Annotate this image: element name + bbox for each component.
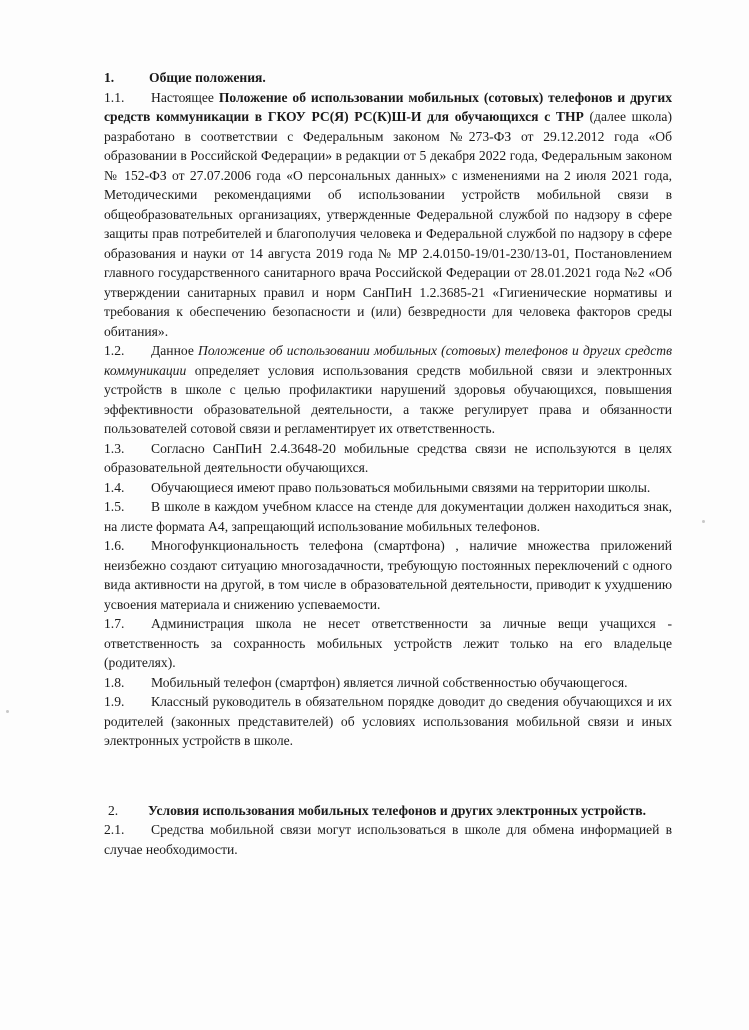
clause-number: 1.6. xyxy=(104,538,125,553)
clause-number: 1.9. xyxy=(104,694,125,709)
clause-text: Средства мобильной связи могут использоваться в школе для обмена информацией в случае необходимости. xyxy=(104,822,672,857)
clause-number: 2.1. xyxy=(104,822,125,837)
clause-1-1 xyxy=(104,88,672,342)
document-body xyxy=(104,68,672,859)
section-number: 1. xyxy=(104,70,115,85)
section-title: Условия использования мобильных телефонов и других электронных устройств. xyxy=(148,802,646,818)
clause-number: 1.3. xyxy=(104,440,125,456)
clause-italic-title: Положение об использовании мобильных (сотовых) телефонов и других средств коммуникации xyxy=(104,343,672,378)
clause-bold-title: Положение об использовании мобильных (сотовых) телефонов и других средств коммуникации в ГКОУ РС(Я) РС(К)Ш-И для обучающихся с ТНР xyxy=(104,89,672,124)
clause-number: 1.1. xyxy=(104,89,125,105)
clause-text: (далее школа) разработано в соответствии с Федеральным законом №273-ФЗ от 29.12.2012 года «Об образовании в Российской Федерации» в редакции от 5 декабря 2022 года, Федеральным законом № 152-ФЗ от 27.07.2006 года «О персональных данных» с изменениями на 2 июля 2021 года, Методическими рекомендациями об использовании устройств мобильной связи в общеобразовательных организациях, утвержденные Федеральной службой по надзору в сфере защиты прав потребителей и благополучия человека и Федеральной службой по надзору в сфере образования и науки от 14 августа 2019 года № МР 2.4.0150-19/01-230/13-01, Постановлением главного государственного санитарного врача Российской Федерации от 28.01.2021 года №2 «Об утверждении санитарных правил и норм СанПиН 1.2.3685-21 «Гигиенические нормативы и требования к обеспечению безопасности и (или) безвредности для человека факторов среды обитания». xyxy=(104,109,672,339)
section-2-heading xyxy=(104,801,672,821)
clause-1-2 xyxy=(104,341,672,439)
clause-1-7 xyxy=(104,614,672,673)
clause-1-8 xyxy=(104,673,672,693)
clause-text: Согласно СанПиН 2.4.3648-20 мобильные средства связи не используются в целях образовательной деятельности обучающихся. xyxy=(104,440,672,475)
clause-1-9 xyxy=(104,692,672,751)
clause-lead: Настоящее xyxy=(151,89,219,105)
clause-lead: Данное xyxy=(151,343,199,358)
clause-2-1 xyxy=(104,820,672,859)
clause-number: 1.2. xyxy=(104,343,125,358)
scan-speck xyxy=(6,710,9,713)
clause-1-3 xyxy=(104,439,672,478)
clause-text: Обучающиеся имеют право пользоваться мобильными связями на территории школы. xyxy=(151,479,651,495)
clause-1-5 xyxy=(104,497,672,536)
scan-speck xyxy=(702,520,705,523)
clause-1-6 xyxy=(104,536,672,614)
section-1-heading xyxy=(104,68,672,88)
clause-number: 1.8. xyxy=(104,674,125,690)
clause-text: В школе в каждом учебном классе на стенде для документации должен находиться знак, на листе формата А4, запрещающий использование мобильных телефонов. xyxy=(104,499,672,534)
clause-number: 1.4. xyxy=(104,479,125,495)
clause-text: Классный руководитель в обязательном порядке доводит до сведения обучающихся и их родителей (законных представителей) об условиях использования мобильной связи и иных электронных устройств в школе. xyxy=(104,694,672,748)
clause-text: Администрация школа не несет ответственности за личные вещи учащихся - ответственность за сохранность мобильных устройств лежит только на его владельце (родителях). xyxy=(104,616,672,670)
clause-number: 1.5. xyxy=(104,499,125,514)
section-number: 2. xyxy=(108,802,119,818)
clause-number: 1.7. xyxy=(104,616,125,631)
clause-text: Многофункциональность телефона (смартфона) , наличие множества приложений неизбежно создают ситуацию многозадачности, требующую постоянных переключений с одного вида активности на другой, в том числе в образовательной деятельности, приводит к ухудшению усвоения материала и снижению успеваемости. xyxy=(104,538,672,612)
clause-text: Мобильный телефон (смартфон) является личной собственностью обучающегося. xyxy=(151,674,628,690)
clause-text: определяет условия использования средств мобильной связи и электронных устройств в школе с целью профилактики нарушений здоровья обучающихся, повышения эффективности образовательной деятельности, а также регулирует права и обязанности пользователей сотовой связи и регламентирует их ответственность. xyxy=(104,362,672,436)
clause-1-4 xyxy=(104,478,672,498)
section-title: Общие положения. xyxy=(149,70,266,85)
